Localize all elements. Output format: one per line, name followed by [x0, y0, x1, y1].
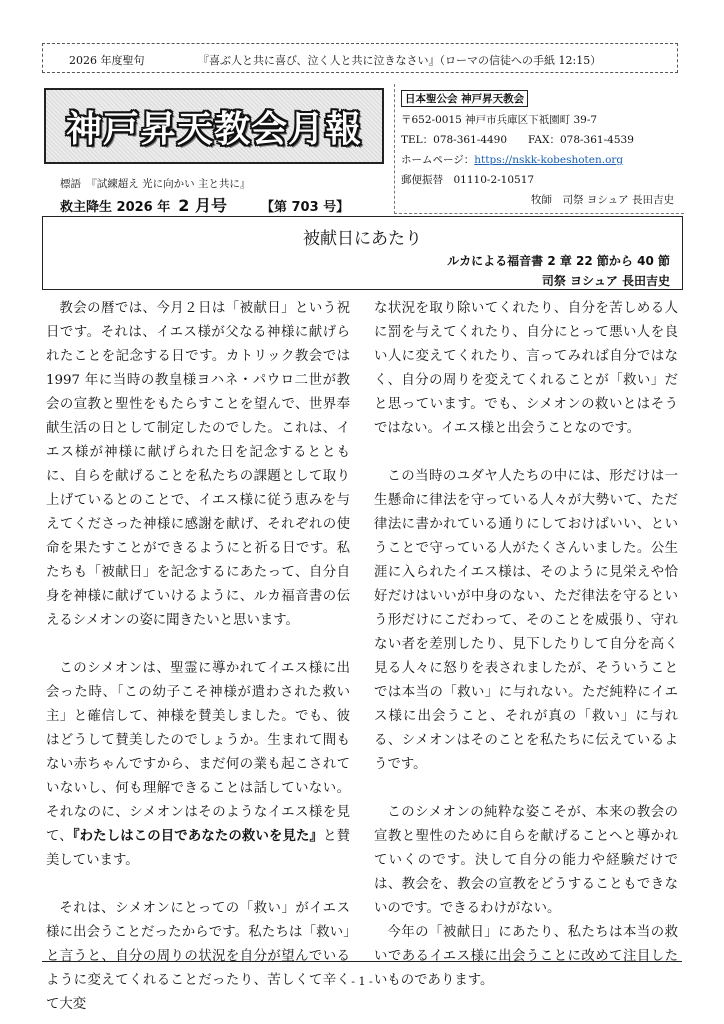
issue-month: 2 月号: [178, 196, 227, 215]
homepage-label: ホームページ：: [401, 154, 475, 166]
church-pastor: 牧師 司祭 ヨシュア 長田吉史: [531, 194, 674, 206]
homepage-link[interactable]: https://nskk-kobeshoten.org: [474, 154, 624, 166]
paragraph: このシメオンの純粋な姿こそが、本来の教会の宣教と聖性のために自らを献げることへと導かれていくのです。決して自分の能力や経験だけでは、教会を、教会の宣教をどうすることもできないのです。できるわけがない。: [374, 805, 678, 916]
article-author: 司祭 ヨシュア 長田吉史: [541, 274, 670, 288]
masthead-title: 神戸昇天教会月報: [65, 108, 362, 150]
paragraph: 教会の暦では、今月２日は「被献日」という祝日です。それは、イエス様が父なる神様に献げられたことを記念する日です。カトリック教会では 1997 年に当時の教皇様ヨハネ・パウロ二世が教会の宣教と聖性をもたらすことを望んで、世界奉献生活の日として制定したのでした。これは、イエス様が神様に献げられた日を記念するとともに、自らを献げることを私たちの課題として取り上げているとのことで、イエス様に従う恵みを与えてくださった神様に感謝を献げ、それぞれの使命を果たすことができるようにと祈る日です。私たちも「被献日」を記念するにあたって、自分自身を神様に献げていけるように、ルカ福音書の伝えるシメオンの姿に聞きたいと思います。: [46, 301, 350, 628]
article-title: 被献日にあたり: [303, 229, 422, 249]
issue-line: [60, 193, 349, 216]
paragraph-text: このシメオンは、聖霊に導かれてイエス様に出会った時、「この幼子こそ神様が遣わされた救い主」と確信して、神様を賛美しました。でも、彼はどうして賛美したのでしょうか。生まれて間もない赤ちゃんですから、まだ何の業も起こされていないし、何も理解できることは話していない。それなのに、シメオンはそのようなイエス様を見て、: [46, 661, 350, 844]
bold-quote: 『わたしはこの目であなたの救いを見た』: [72, 829, 324, 844]
paragraph: この当時のユダヤ人たちの中には、形だけは一生懸命に律法を守っている人々が大勢いて、ただ律法に書かれている通りにしておけばいい、ということで守っている人がたくさんいました。公生涯に入られたイエス様は、そのように見栄えや恰好だけはいいが中身のない、ただ律法を守るという形だけにこだわって、そのことを威張り、守れない者を差別したり、見下したりして自分を高く見る人々に怒りを表されましたが、そういうことでは本当の「救い」に与れない。ただ純粋にイエス様に出会うこと、それが真の「救い」に与れる、シメオンはそのことを私たちに伝えているようです。: [374, 469, 678, 772]
issue-number: 【第 703 号】: [260, 200, 350, 215]
paragraph-text: と賛美しています。: [46, 829, 351, 868]
church-homepage: [401, 152, 623, 167]
page-number: - 1 -: [351, 975, 373, 988]
church-tel-fax: TEL：078-361-4490 FAX：078-361-4539: [401, 134, 634, 146]
church-name: 日本聖公会 神戸昇天教会: [401, 90, 528, 107]
church-info: [394, 84, 684, 214]
church-postal: 郵便振替 01110-2-10517: [401, 174, 535, 186]
masthead: [44, 88, 384, 164]
paragraph: [46, 657, 350, 873]
verse-label: 2026 年度聖句: [69, 54, 145, 67]
paragraph: 今年の「被献日」にあたり、私たちは本当の救いであるイエス様に出会うことに改めて注目したいものであります。: [374, 925, 678, 988]
footer-rule: [42, 961, 682, 962]
church-address: 〒652-0015 神戸市兵庫区下祇園町 39-7: [401, 114, 598, 126]
left-column: [46, 297, 350, 1017]
motto: 標語 『試練超え 光に向かい 主と共に』: [60, 178, 251, 190]
issue-prefix: 救主降生 2026 年: [60, 200, 171, 215]
right-column: [374, 297, 678, 993]
paragraph: な状況を取り除いてくれたり、自分を苦しめる人に罰を与えてくれたり、自分にとって悪い人を良い人に変えてくれたり、言ってみれば自分ではなく、自分の周りを変えてくれることが「救い」だと思っています。でも、シメオンの救いとはそうではない。イエス様と出会うことなのです。: [374, 301, 678, 436]
article-header: [42, 216, 683, 290]
scripture-reference: ルカによる福音書 2 章 22 節から 40 節: [447, 254, 670, 268]
paragraph: それは、シメオンにとっての「救い」がイエス様に出会うことだったからです。私たちは「救い」と言うと、自分の周りの状況を自分が望んでいるように変えてくれることだったり、苦しくて辛くて大変: [46, 901, 350, 1012]
verse-box: [42, 43, 678, 73]
verse-text: 『喜ぶ人と共に喜び、泣く人と共に泣きなさい』（ローマの信徒への手紙 12:15）: [198, 54, 602, 67]
